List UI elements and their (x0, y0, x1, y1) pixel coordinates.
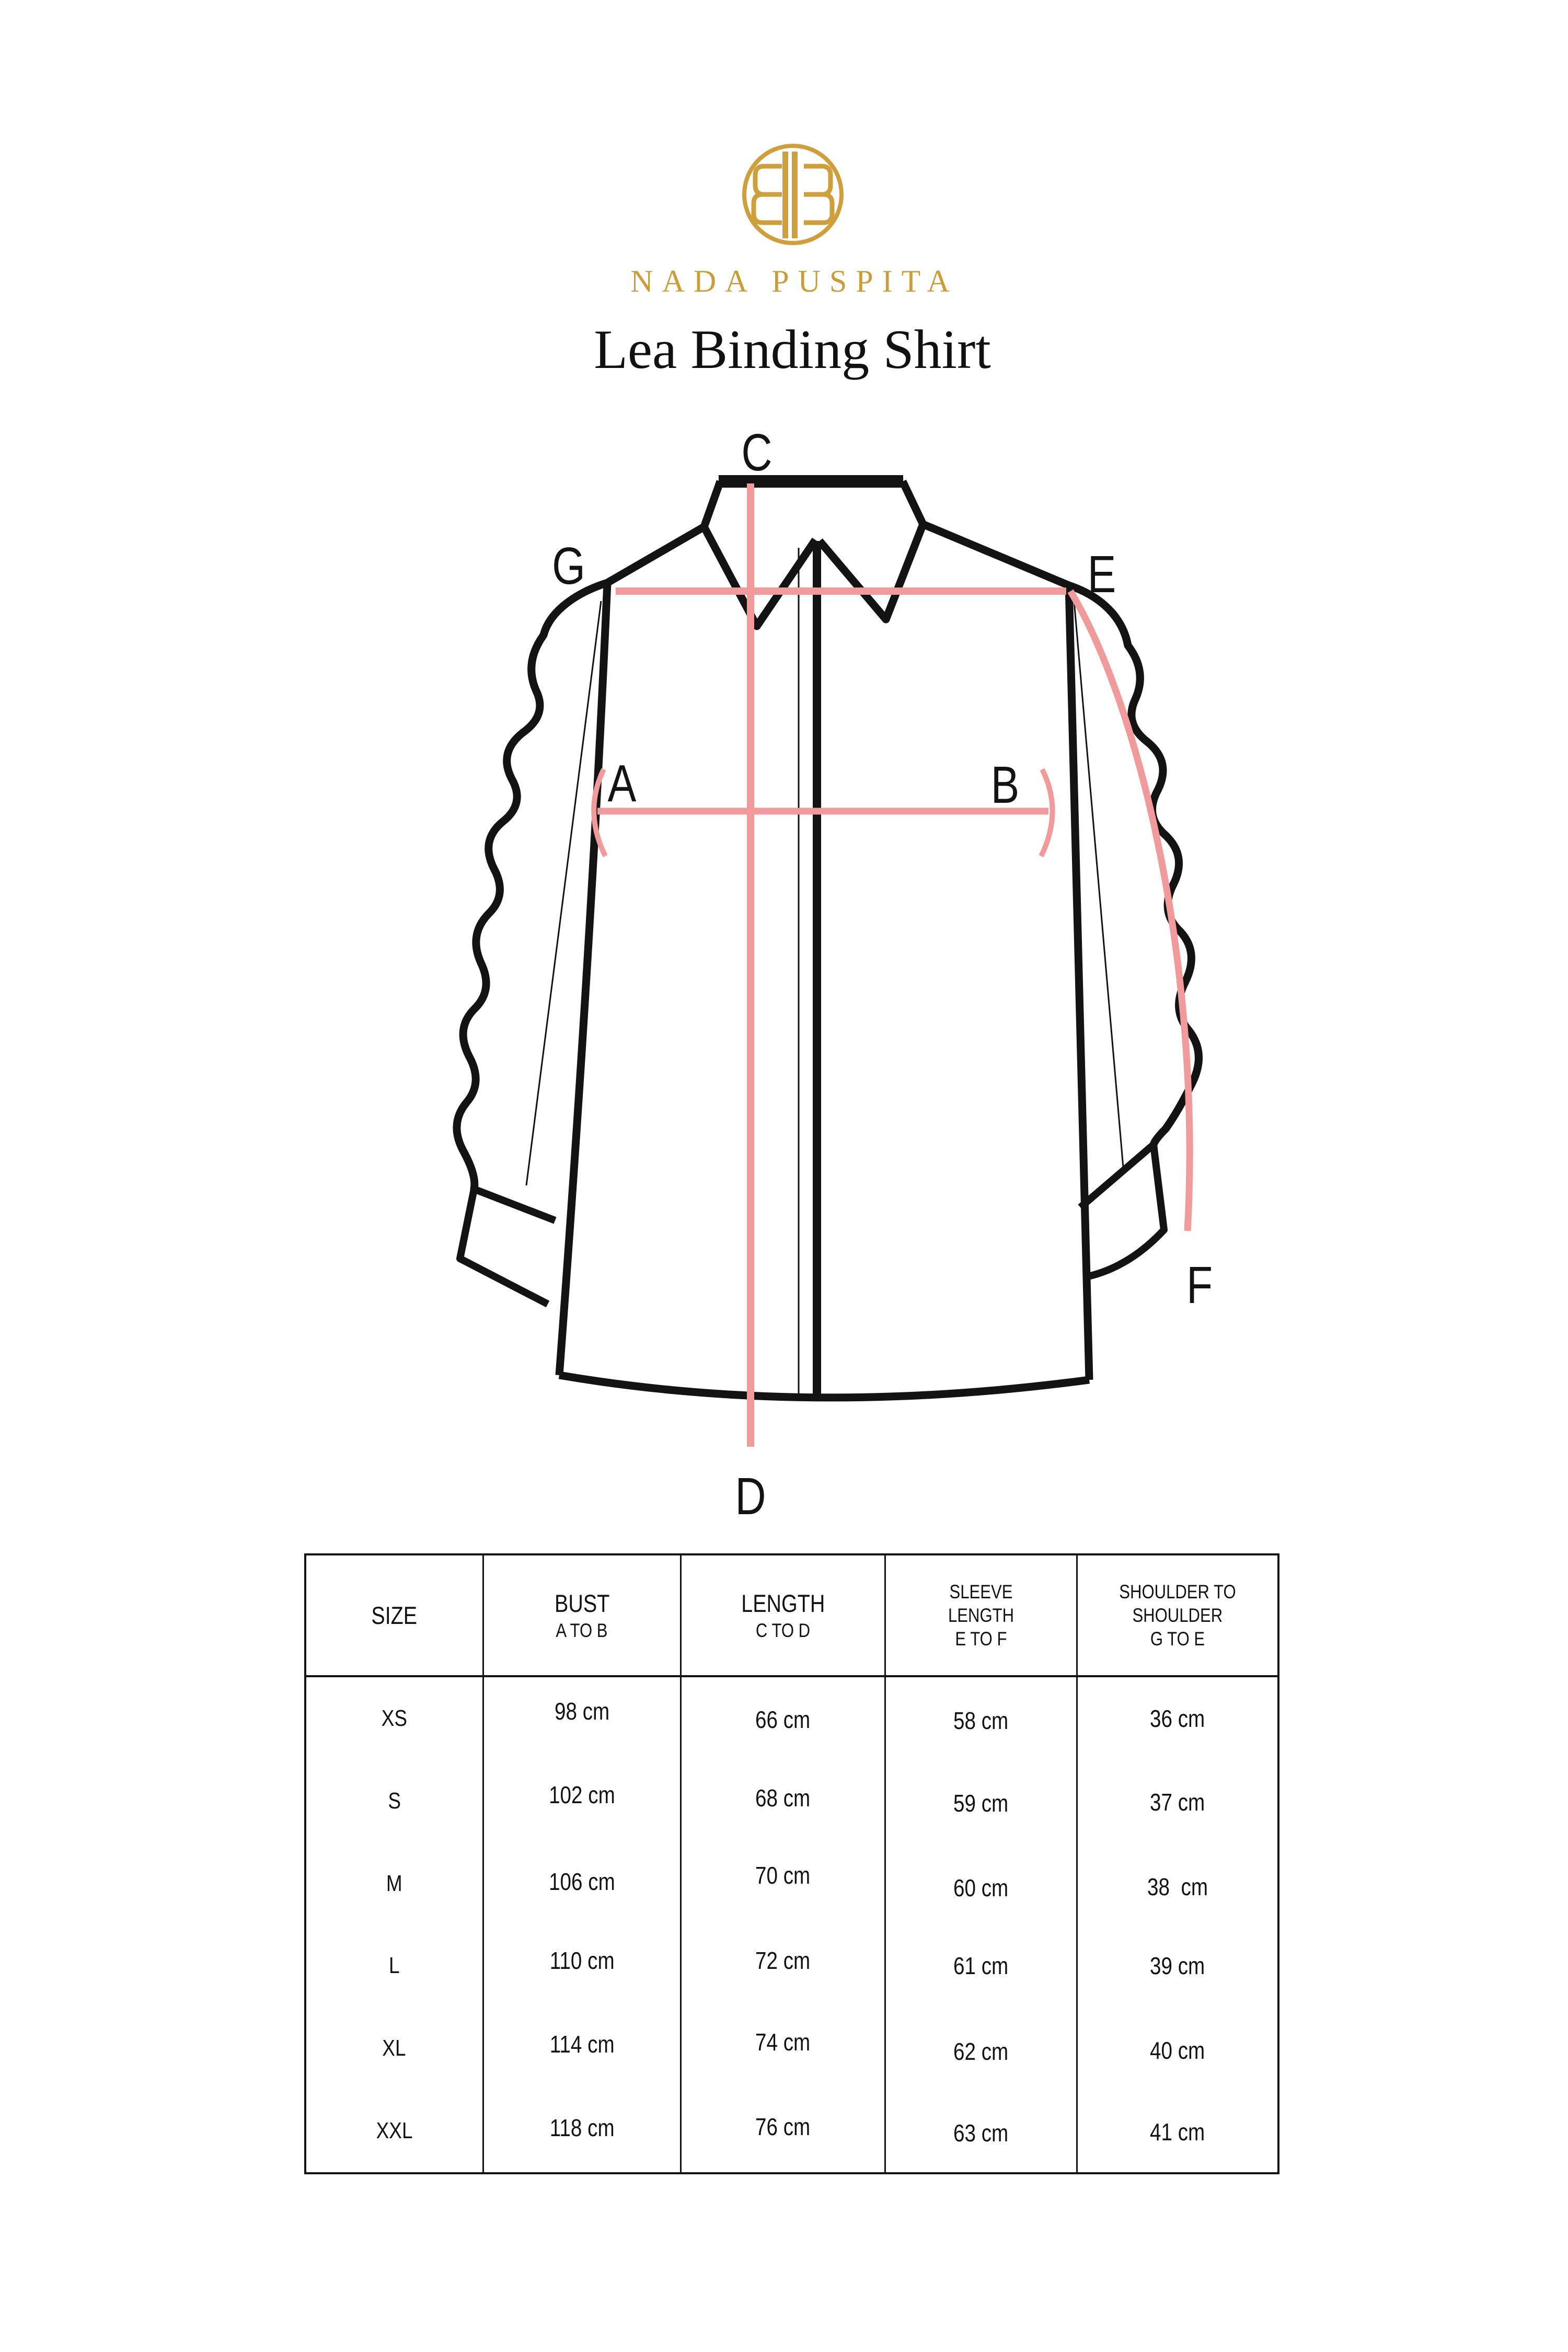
bust-value: 102 cm (548, 1781, 615, 1808)
sleeve-line-e-f (1070, 591, 1190, 1231)
bust-value: 98 cm (554, 1697, 609, 1725)
header-label: SLEEVE (949, 1581, 1013, 1602)
header-label: SIZE (371, 1601, 418, 1629)
header-label: LENGTH (741, 1589, 825, 1618)
table-row-xxl-size (306, 2090, 482, 2172)
brand-monogram-icon (744, 146, 841, 243)
table-row-xs-size (306, 1677, 482, 1760)
sleeve-value: 59 cm (953, 1789, 1009, 1817)
header-label: LENGTH (948, 1604, 1014, 1626)
table-row-m-bust (482, 1842, 680, 1925)
table-row-l-sleeve (884, 1924, 1076, 2007)
header-label: BUST (554, 1589, 609, 1618)
column-header-size (306, 1555, 482, 1677)
length-value: 74 cm (755, 2028, 811, 2056)
shoulder-value: 38 cm (1147, 1873, 1208, 1900)
label-b: B (990, 756, 1020, 814)
shoulder-value: 40 cm (1150, 2037, 1205, 2065)
size-value: XS (381, 1705, 407, 1731)
shoulder-value: 37 cm (1150, 1788, 1205, 1816)
sleeve-value: 58 cm (953, 1707, 1009, 1734)
label-d: D (735, 1467, 766, 1526)
table-row-m-length (680, 1842, 884, 1925)
table-row-s-shoulder (1076, 1760, 1277, 1842)
size-chart-table (304, 1553, 1279, 2174)
table-row-xxl-shoulder (1076, 2090, 1277, 2172)
size-value: L (388, 1953, 400, 1979)
table-row-s-length (680, 1760, 884, 1842)
column-header-sleeve-length (884, 1555, 1076, 1677)
table-row-s-bust (482, 1760, 680, 1842)
header-sublabel: C TO D (755, 1619, 811, 1641)
size-value: XL (382, 2035, 406, 2061)
bust-value: 114 cm (549, 2031, 615, 2058)
sleeve-value: 62 cm (953, 2038, 1009, 2066)
label-f: F (1186, 1256, 1213, 1315)
measurement-lines (594, 483, 1190, 1447)
size-value: S (387, 1788, 401, 1814)
shoulder-value: 39 cm (1150, 1952, 1205, 1980)
table-row-xs-bust (482, 1677, 680, 1760)
length-value: 76 cm (755, 2113, 811, 2141)
table-row-xl-shoulder (1076, 2007, 1277, 2090)
table-row-l-shoulder (1076, 1924, 1277, 2007)
column-header-bust (482, 1555, 680, 1677)
label-e: E (1087, 545, 1116, 604)
column-header-length (680, 1555, 884, 1677)
table-row-s-sleeve (884, 1760, 1076, 1842)
table-row-xxl-bust (482, 2090, 680, 2172)
table-row-xs-length (680, 1677, 884, 1760)
table-row-xl-bust (482, 2007, 680, 2090)
label-g: G (552, 537, 585, 595)
label-a: A (607, 754, 637, 813)
table-row-xxl-sleeve (884, 2090, 1076, 2172)
table-row-m-shoulder (1076, 1842, 1277, 1925)
shoulder-value: 36 cm (1150, 1704, 1205, 1732)
length-value: 72 cm (755, 1947, 811, 1975)
header-sublabel: A TO B (556, 1619, 608, 1641)
table-row-l-bust (482, 1924, 680, 2007)
table-row-xl-size (306, 2007, 482, 2090)
table-row-xs-sleeve (884, 1677, 1076, 1760)
brand-name: NADA PUSPITA (630, 264, 959, 298)
table-row-m-sleeve (884, 1842, 1076, 1925)
label-c: C (741, 423, 773, 482)
header-label: SHOULDER (1132, 1604, 1223, 1626)
bust-value: 110 cm (549, 1947, 615, 1975)
header-label: SHOULDER TO (1119, 1581, 1236, 1602)
length-value: 68 cm (755, 1784, 811, 1812)
column-header-shoulder (1076, 1555, 1277, 1677)
length-value: 66 cm (755, 1705, 811, 1733)
header-sublabel: E TO F (955, 1628, 1007, 1650)
sleeve-value: 63 cm (953, 2119, 1009, 2147)
sleeve-value: 60 cm (953, 1874, 1009, 1901)
shoulder-value: 41 cm (1150, 2118, 1205, 2146)
table-row-l-length (680, 1924, 884, 2007)
table-row-l-size (306, 1924, 482, 2007)
page-title: Lea Binding Shirt (594, 319, 991, 380)
bust-value: 118 cm (549, 2114, 615, 2142)
table-row-xs-shoulder (1076, 1677, 1277, 1760)
table-row-xl-length (680, 2007, 884, 2090)
table-row-m-size (306, 1842, 482, 1925)
table-row-xl-sleeve (884, 2007, 1076, 2090)
length-value: 70 cm (755, 1861, 811, 1889)
bust-value: 106 cm (548, 1867, 615, 1895)
header-sublabel: G TO E (1150, 1628, 1205, 1650)
table-row-s-size (306, 1760, 482, 1842)
size-value: M (386, 1870, 402, 1896)
sleeve-value: 61 cm (953, 1952, 1009, 1980)
table-row-xxl-length (680, 2090, 884, 2172)
size-value: XXL (376, 2118, 413, 2144)
